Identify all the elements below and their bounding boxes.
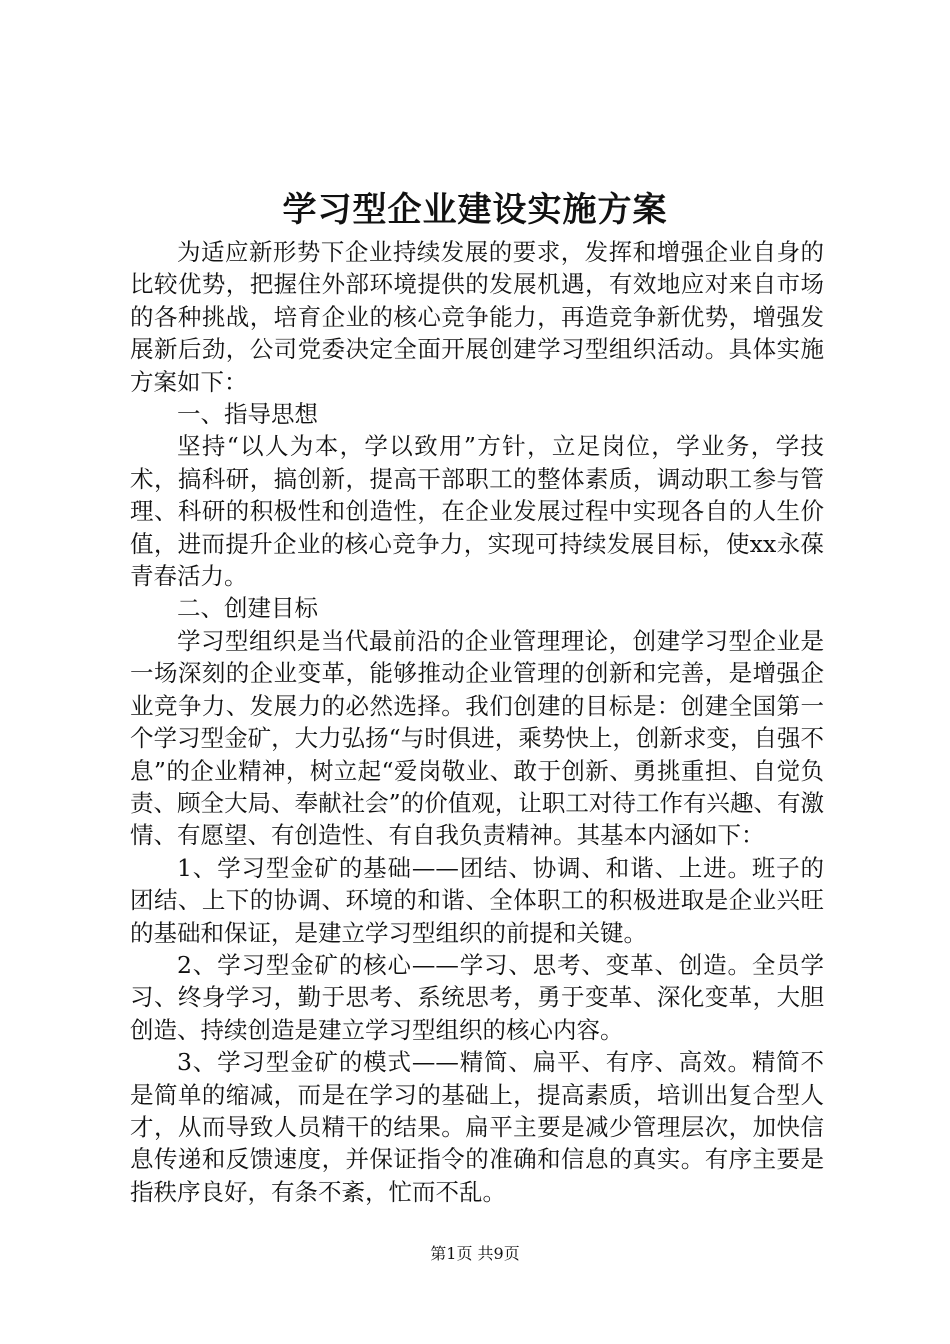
paragraph-item-3: 3、学习型金矿的模式——精简、扁平、有序、高效。精简不是简单的缩减，而是在学习的基础上，提高素质，培训出复合型人才，从而导致人员精干的结果。扁平主要是减少管理层次，加快信息传递和反馈速度，并保证指令的准确和信息的真实。有序主要是指秩序良好，有条不紊，忙而不乱。: [130, 1048, 824, 1206]
paragraph-intro: 为适应新形势下企业持续发展的要求，发挥和增强企业自身的比较优势，把握住外部环境提供的发展机遇，有效地应对来自市场的各种挑战，培育企业的核心竞争能力，再造竞争新优势，增强发展新后劲，公司党委决定全面开展创建学习型组织活动。具体实施方案如下：: [130, 238, 824, 396]
paragraph-item-2: 2、学习型金矿的核心——学习、思考、变革、创造。全员学习、终身学习，勤于思考、系统思考，勇于变革、深化变革，大胆创造、持续创造是建立学习型组织的核心内容。: [130, 950, 824, 1044]
paragraph-guiding-thought: 坚持“以人为本，学以致用”方针，立足岗位，学业务，学技术，搞科研，搞创新，提高干部职工的整体素质，调动职工参与管理、科研的积极性和创造性，在企业发展过程中实现各自的人生价值，进而提升企业的核心竞争力，实现可持续发展目标，使xx永葆青春活力。: [130, 432, 824, 591]
page-number-footer: 第1页 共9页: [430, 1244, 520, 1263]
document-title: 学习型企业建设实施方案: [282, 190, 668, 230]
document-body: [130, 236, 824, 1208]
paragraph-item-1: 1、学习型金矿的基础——团结、协调、和谐、上进。班子的团结、上下的协调、环境的和谐、全体职工的积极进取是企业兴旺的基础和保证，是建立学习型组织的前提和关键。: [130, 853, 824, 947]
section-heading-goals: 二、创建目标: [177, 594, 318, 623]
section-heading-guiding-thought: 一、指导思想: [177, 400, 318, 429]
paragraph-goals: 学习型组织是当代最前沿的企业管理理论，创建学习型企业是一场深刻的企业变革，能够推动企业管理的创新和完善，是增强企业竞争力、发展力的必然选择。我们创建的目标是：创建全国第一个学习型金矿，大力弘扬“与时俱进，乘势快上，创新求变，自强不息”的企业精神，树立起“爱岗敬业、敢于创新、勇挑重担、自觉负责、顾全大局、奉献社会”的价值观，让职工对待工作有兴趣、有激情、有愿望、有创造性、有自我负责精神。其基本内涵如下：: [130, 626, 824, 850]
